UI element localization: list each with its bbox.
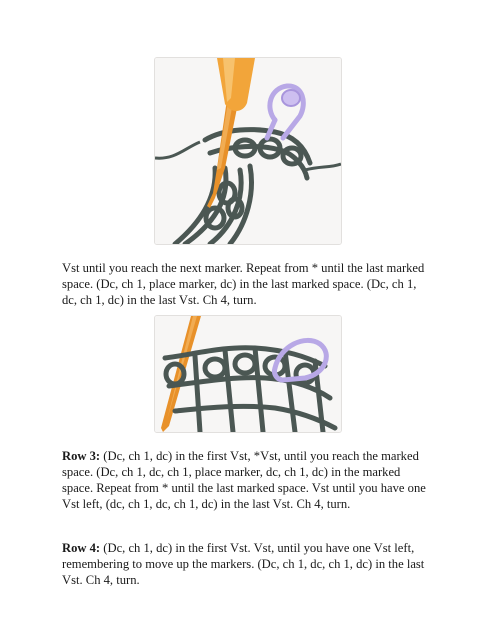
instruction-row-4 (62, 540, 434, 588)
row-4-text: (Dc, ch 1, dc) in the first Vst. Vst, until you have one Vst left, remembering to move up the markers. (Dc, ch 1, dc, ch 1, dc) in the last Vst. Ch 4, turn. (62, 541, 425, 587)
row-3-label: Row 3: (62, 449, 101, 463)
crochet-photo-1 (154, 57, 342, 245)
row-3-text: (Dc, ch 1, dc) in the first Vst, *Vst, until you reach the marked space. (Dc, ch 1, dc, ch 1, place marker, dc, ch 1, dc) in the marked space. Repeat from * until the last marked space. Vst until you have one Vst left, (dc, ch 1, dc, ch 1, dc) in the last Vst. Ch 4, turn. (62, 449, 426, 511)
instruction-row-3 (62, 448, 434, 512)
crochet-hook-marker-image (155, 58, 341, 244)
crochet-fabric-closeup-image (155, 316, 341, 432)
row-4-label: Row 4: (62, 541, 101, 555)
instruction-paragraph-1: Vst until you reach the next marker. Repeat from * until the last marked space. (Dc, ch 1, place marker, dc) in the last marked space. (Dc, ch 1, dc, ch 1, dc) in the last Vst. Ch 4, turn. (62, 261, 425, 307)
crochet-photo-2 (154, 315, 342, 433)
